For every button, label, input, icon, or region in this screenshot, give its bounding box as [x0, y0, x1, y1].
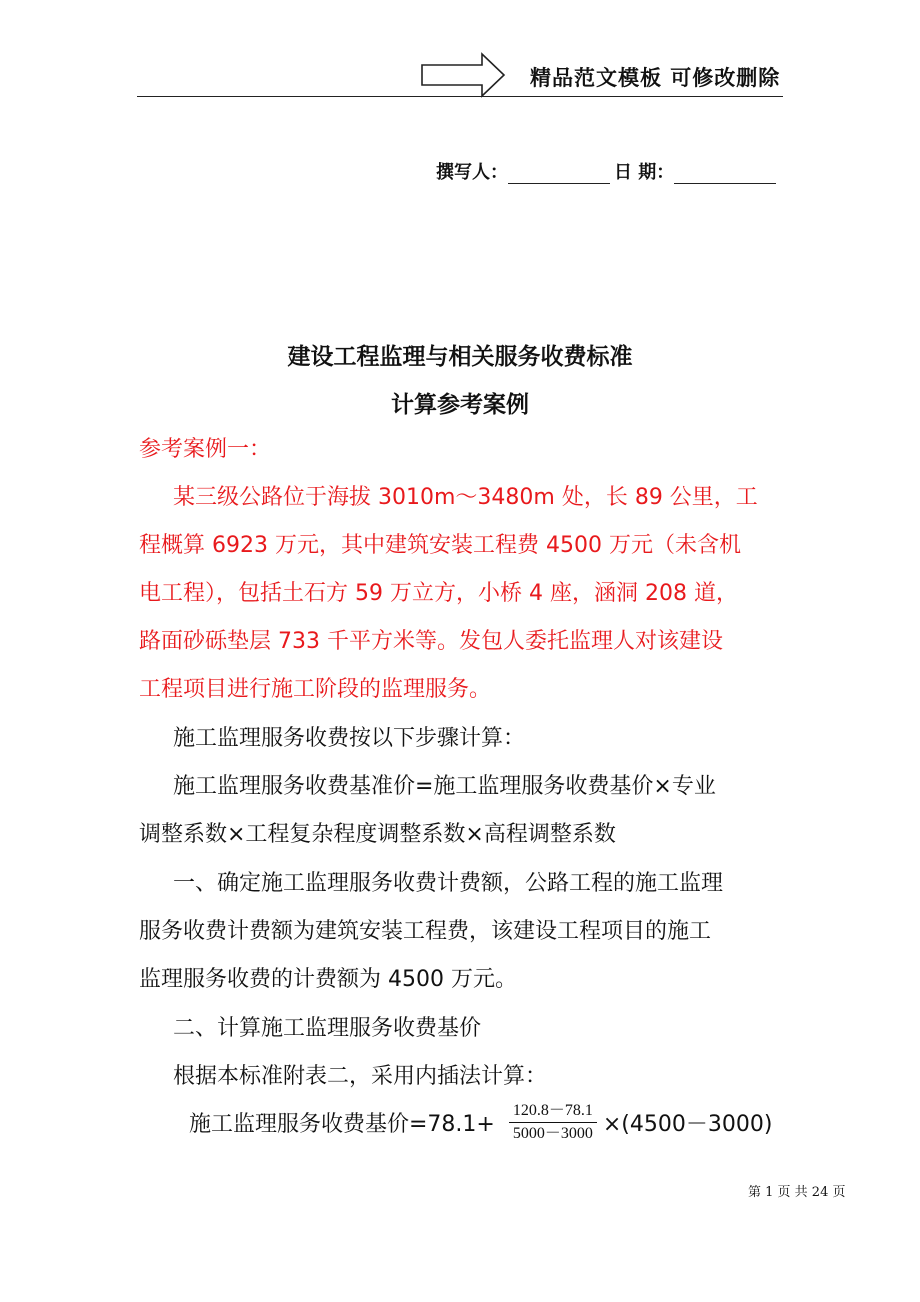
step-one-line: 一、确定施工监理服务收费计费额，公路工程的施工监理: [173, 871, 724, 896]
fraction-denominator: 5000－3000: [512, 1125, 593, 1142]
interpolation-formula: [189, 1100, 772, 1145]
step-two: [139, 1005, 784, 1101]
case-line: 路面砂砾垫层 733 千平方米等。发包人委托监理人对该建设: [139, 629, 723, 654]
base-price-formula: [139, 763, 784, 859]
step-one: [139, 860, 784, 1004]
document-title-line2: 计算参考案例: [391, 392, 529, 418]
case-line: 电工程），包括土石方 59 万立方，小桥 4 座，涵洞 208 道，: [139, 581, 738, 606]
date-blank-field[interactable]: [674, 163, 776, 184]
case-description: [139, 474, 784, 714]
header-banner-text: 精品范文模板 可修改删除: [530, 66, 781, 90]
case-line: 程概算 6923 万元，其中建筑安装工程费 4500 万元（未含机: [139, 533, 741, 558]
formula-fraction: [509, 1100, 597, 1145]
case-heading: 参考案例一：: [139, 437, 272, 462]
page-number: 第 1 页 共 24 页: [748, 1185, 846, 1200]
case-line: 工程项目进行施工阶段的监理服务。: [139, 677, 492, 702]
sign-row: [436, 158, 776, 184]
steps-intro-text: 施工监理服务收费按以下步骤计算：: [173, 726, 526, 751]
case-line: 某三级公路位于海拔 3010m～3480m 处，长 89 公里，工: [173, 485, 758, 510]
step-two-text: 根据本标准附表二，采用内插法计算：: [173, 1064, 548, 1089]
fraction-numerator: 120.8－78.1: [509, 1100, 597, 1123]
arrow-icon: [420, 52, 506, 98]
formula-suffix: ×(4500－3000): [602, 1112, 773, 1137]
document-title-line1: 建设工程监理与相关服务收费标准: [287, 344, 633, 370]
author-label: 撰写人：: [436, 162, 508, 183]
author-blank-field[interactable]: [508, 163, 610, 184]
step-two-heading: 二、计算施工监理服务收费基价: [173, 1016, 482, 1041]
header-divider: [137, 96, 783, 97]
formula-prefix: 施工监理服务收费基价=78.1+: [189, 1112, 495, 1137]
steps-intro: [139, 715, 784, 763]
formula-line: 施工监理服务收费基准价=施工监理服务收费基价×专业: [173, 774, 716, 799]
step-one-line: 监理服务收费的计费额为 4500 万元。: [139, 967, 517, 992]
date-label: 日 期：: [614, 162, 675, 183]
formula-line: 调整系数×工程复杂程度调整系数×高程调整系数: [139, 822, 616, 847]
step-one-line: 服务收费计费额为建筑安装工程费，该建设工程项目的施工: [139, 919, 712, 944]
